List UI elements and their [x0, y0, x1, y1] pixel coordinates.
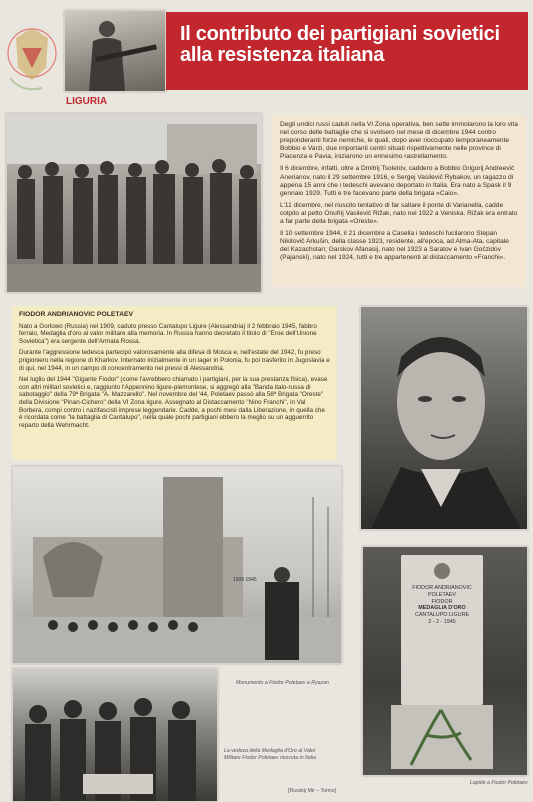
liguria-paragraph: Il 6 dicembre, infatti, oltre a Dmitrij Tsoletov, caddero a Bobbio Grigorij Andreevič Anerianov, nato il 29 settembre 1916, e Sergej Vasilevič Rybakov, un ragazzo di appena 15 anni che i tedeschi avevano deportato in Italia. Era nato a Spask il 9 gennaio 1929. Tutti e tre facevano parte della brigata «Caio». — [280, 165, 515, 197]
decorative-emblem — [2, 8, 60, 98]
biography-paragraph: Nato a Gorlowo (Russia) nel 1909, caduto presso Cantalupo Ligure (Alessandria) il 2 febbraio 1945, fabbro ferraio, Medaglia d'oro al valor militare alla memoria. In Russia hanno decretato il titolo di "Eroe dell'Unione Sovietica") era sergente dell'Armata Rossa. — [19, 322, 317, 345]
monument-years: 1909 1945 — [233, 577, 257, 583]
gravestone-photo — [362, 546, 528, 776]
monument-photo — [12, 466, 342, 664]
liguria-paragraph: Il 10 settembre 1944, il 21 dicembre a Casella i tedeschi fucilarono Stepan Nikitovič Arkušin, della classe 1923, residente, all'epoca, ad Alma-Ata, capitale del Kazachstan; Garskov Afanasij, nato nel 1923 a Saratov e Ivan Gočzidov (Pajanski), nato nel 1924, tutti e tre appartenenti al distaccamento «Franchi». — [280, 230, 509, 262]
gravestone-caption: Lapide a Fiodor Poletaev — [470, 780, 528, 786]
section-label: LIGURIA — [66, 96, 108, 107]
gravestone-medal-icon — [434, 563, 450, 579]
title-banner — [166, 12, 528, 90]
biography-name: FIODOR ANDRIANOVIC POLETAEV — [19, 311, 134, 318]
showcase-caption: La vedova della Medaglia d'Oro al Valor Militare Fiodor Poletaev ricevuta in Italia — [224, 748, 316, 761]
showcase-photo — [12, 668, 218, 802]
biography-paragraph: Nel luglio del 1944 "Gigante Fiodor" (come l'avrebbero chiamato i partigiani, per la sua prestanza fisica), evase con altri militari sovietici e, raggiunto l'Appennino ligure-piemontese, si aggregò alla "Banda italo-russa di sabotaggio" della 79ª Brigata "A. Mazzarello". Nel novembre del '44, Poletaev passò alla 58ª Brigata "Oreste" della Divisione "Pinan-Cichero" della VI Zona ligure. Assegnato al Distaccamento "Nino Franchi", in Val Borbera, compì contro i nazifascisti imprese leggendarie. Cadde, a pochi mesi dalla Liberazione, in quella che è ricordata come "la battaglia di Cantalupo", nella quale pochi partigiani ebbero la meglio su un agguerrito reparto della Wehrmacht. — [19, 376, 328, 429]
liguria-paragraph: L'11 dicembre, nel riuscito tentativo di far saltare il ponte di Varianella, cadde colpito al petto Onufrij Vasilevič Rižak, nato nel 1922 a Veniska. Rižak era entrato a far parte della brigata «Oreste». — [280, 201, 518, 226]
source-credit: [Russkij Mir – Torino] — [288, 788, 337, 794]
partisan-group-photo — [6, 113, 262, 293]
biography-box — [12, 306, 337, 460]
biography-paragraph: Durante l'aggressione tedesca partecipò valorosamente alla difesa di Mosca e, nell'estate del 1942, fu preso prigioniero nella regione di Kharkov. Internato inizialmente in un lager in Polonia, fu poi trasferito in Jugoslavia e di qui, nel 1944, in un campo di concentramento nei pressi di Alessandria. — [19, 349, 330, 372]
monument-caption: Monumento a Fiodor Poletaev a Ryazan — [236, 680, 329, 686]
page-title: Il contributo dei partigiani sovietici alla resistenza italiana — [180, 23, 500, 66]
header-soldier-photo — [64, 10, 166, 92]
liguria-paragraph: Degli undici russi caduti nella VI Zona operativa, ben sette immolarono la loro vita nel corso delle battaglie che si svolsero nel mese di dicembre 1944 contro preponderanti forze nemiche, le quali, dopo aver rioccupato temporaneamente Bobbio e Varzi, due importanti centri situati rispettivamente nelle province di Piacenza e Pavia, iniziarono un ennesimo rastrellamento. — [280, 121, 518, 161]
gravestone: FIODOR ANDRIANOVIC POLETAEV FIODOR MEDAGLIA D'ORO CANTALUPO LIGURE 2 - 2 - 1945 — [401, 555, 483, 705]
liguria-text-box — [272, 115, 526, 287]
portrait-photo — [360, 306, 528, 530]
gravestone-base — [391, 705, 493, 769]
